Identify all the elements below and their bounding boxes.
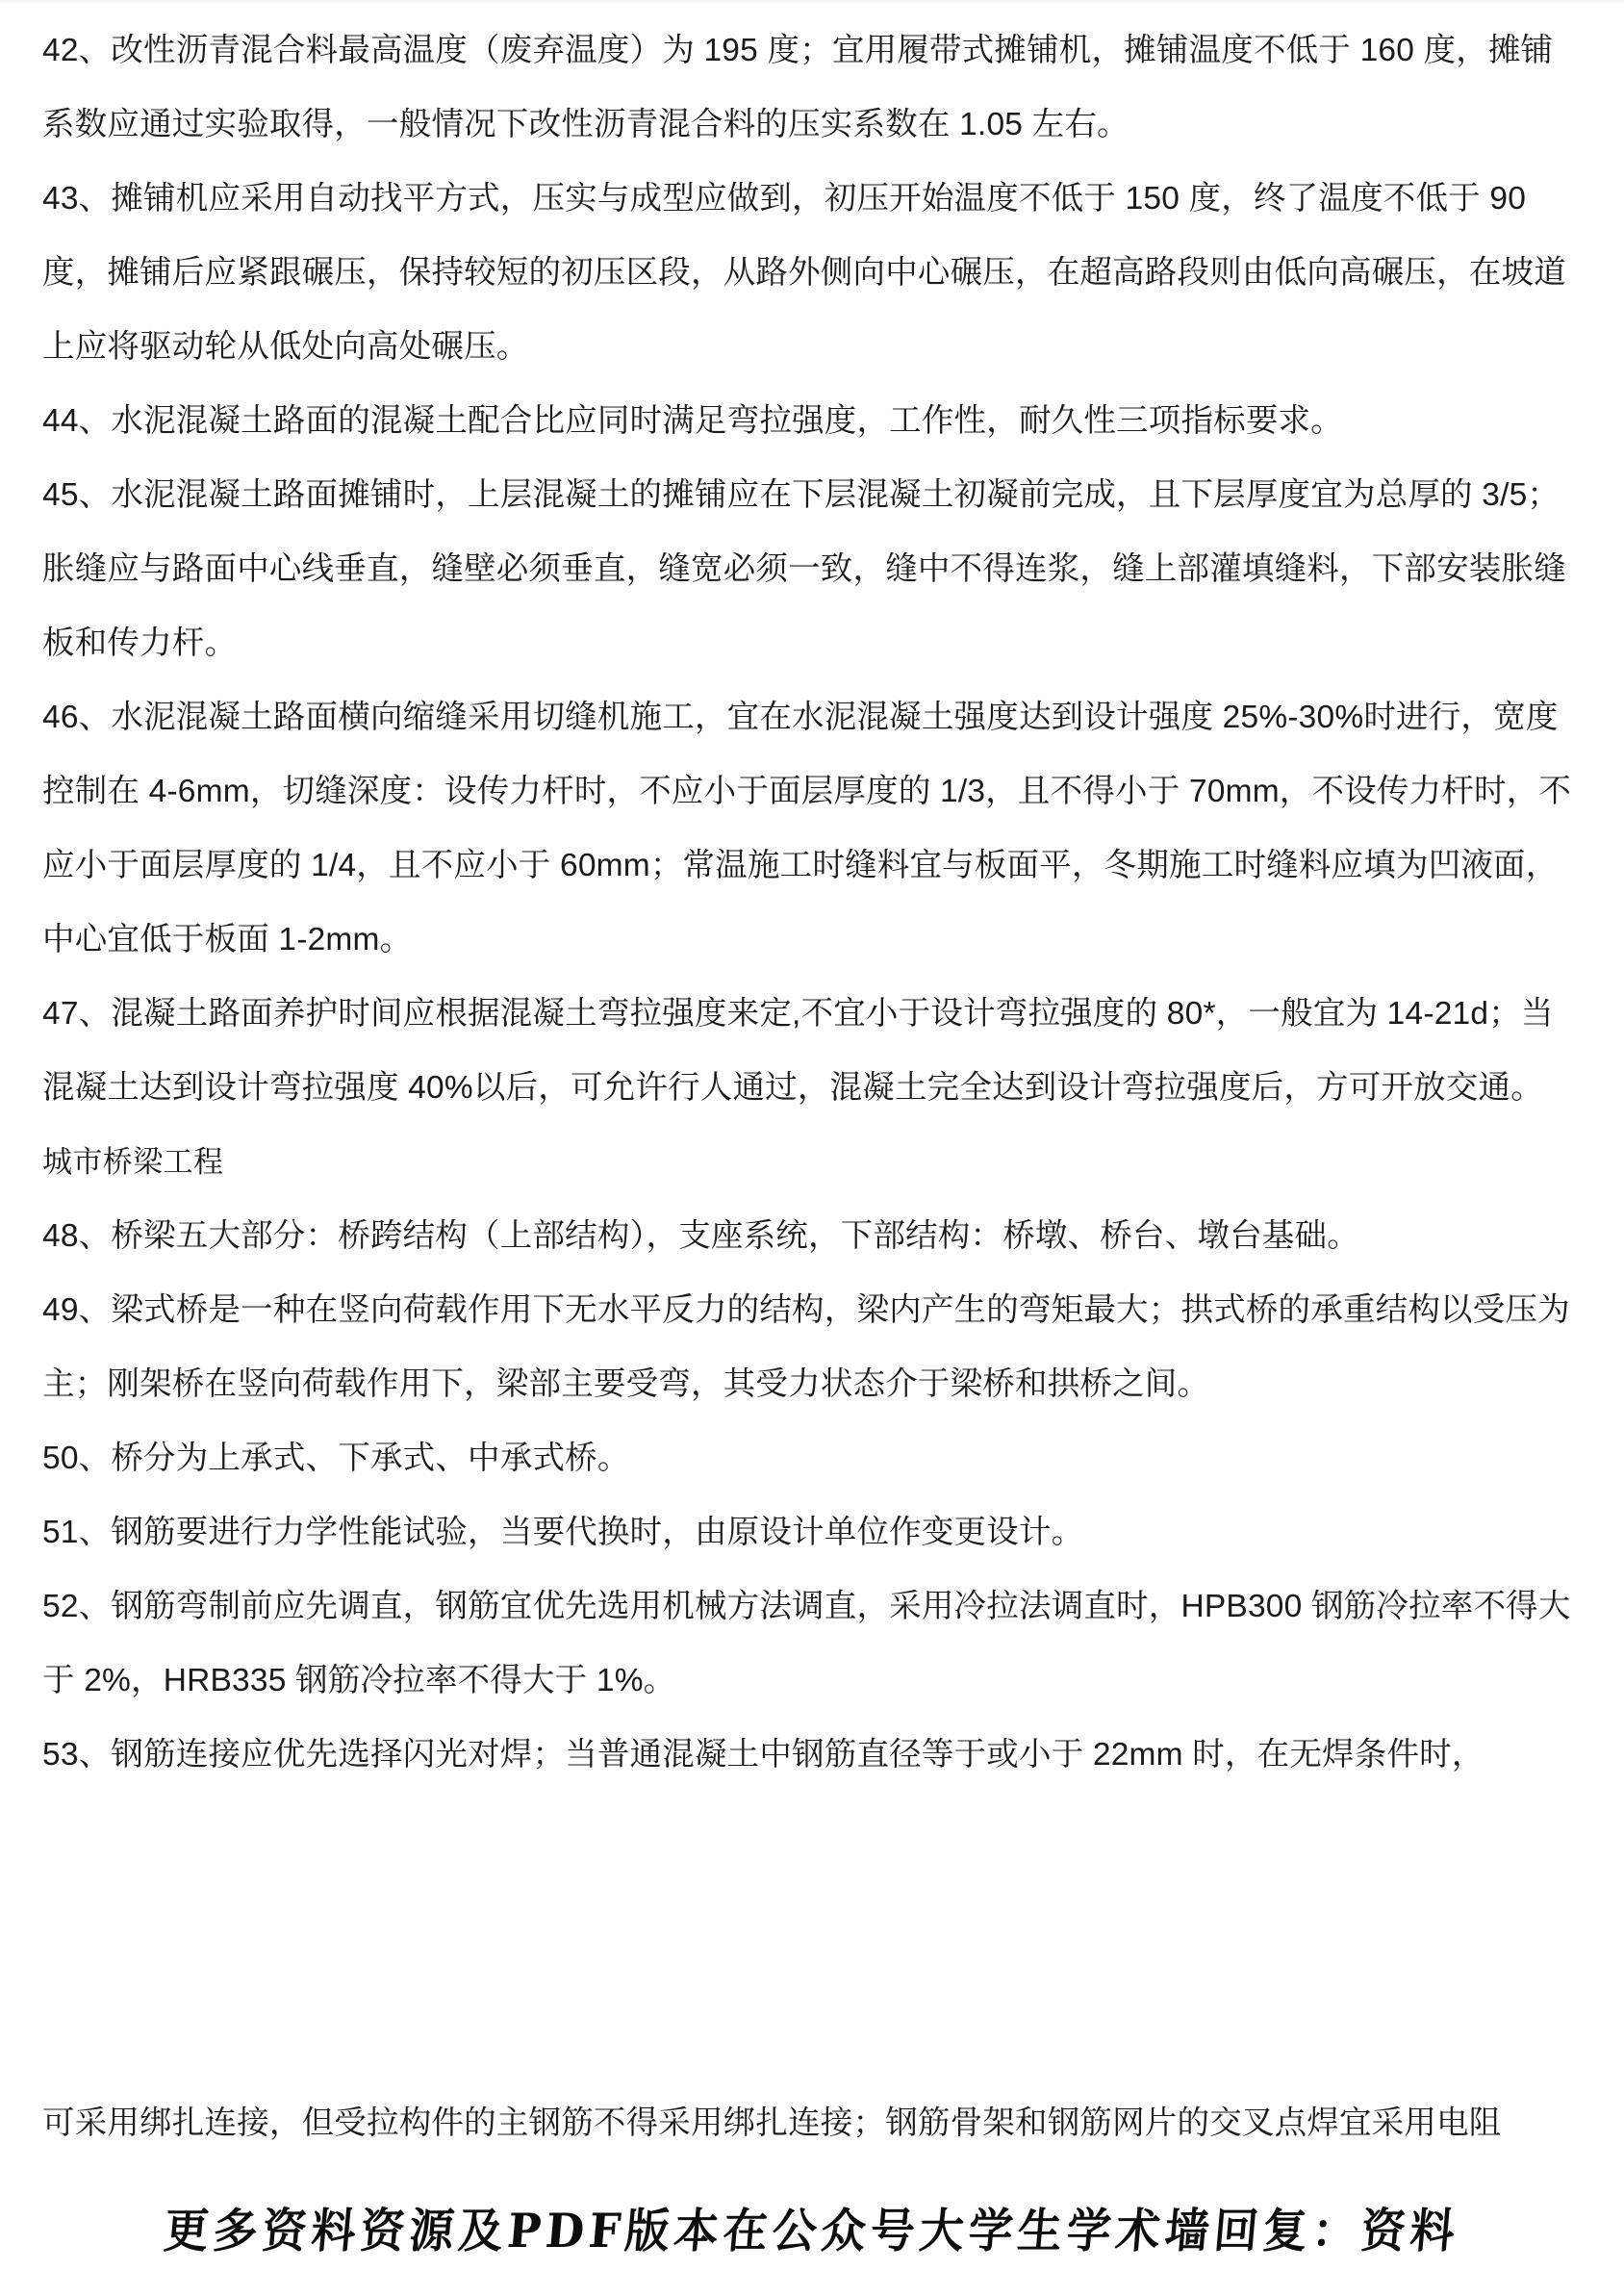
paragraph-44: 44、水泥混凝土路面的混凝土配合比应同时满足弯拉强度，工作性，耐久性三项指标要求。: [42, 403, 1343, 439]
paragraph-43: 43、摊铺机应采用自动找平方式，压实与成型应做到，初压开始温度不低于 150 度，终了温度不低于 90 度，摊铺后应紧跟碾压，保持较短的初压区段，从路外侧向中心碾压，在超高路段则由低向高碾压，在坡道上应将驱动轮从低处向高处碾压。: [42, 181, 1566, 365]
paragraph-53: 53、钢筋连接应优先选择闪光对焊；当普通混凝土中钢筋直径等于或小于 22mm 时，在无焊条件时，: [42, 1737, 1484, 1773]
paragraph-48: 48、桥梁五大部分：桥跨结构（上部结构），支座系统，下部结构：桥墩、桥台、墩台基础。: [42, 1218, 1359, 1254]
paragraph-45: 45、水泥混凝土路面摊铺时，上层混凝土的摊铺应在下层混凝土初凝前完成，且下层厚度宜为总厚的 3/5；胀缝应与路面中心线垂直，缝壁必须垂直，缝宽必须一致，缝中不得连浆，缝上部灌填缝料，下部安装胀缝板和传力杆。: [42, 477, 1566, 661]
paragraph-46: 46、水泥混凝土路面横向缩缝采用切缝机施工，宜在水泥混凝土强度达到设计强度 25%-30%时进行，宽度控制在 4-6mm，切缝深度：设传力杆时，不应小于面层厚度的 1/3，且不得小于 70mm，不设传力杆时，不应小于面层厚度的 1/4，且不应小于 60mm；常温施工时缝料宜与板面平，冬期施工时缝料应填为凹液面，中心宜低于板面 1-2mm。: [42, 700, 1572, 957]
clipped-last-line-container: [42, 2105, 1582, 2159]
paragraph-52: 52、钢筋弯制前应先调直，钢筋宜优先选用机械方法调直，采用冷拉法调直时，HPB300 钢筋冷拉率不得大于 2%，HRB335 钢筋冷拉率不得大于 1%。: [42, 1589, 1571, 1698]
document-body-column: [42, 13, 1582, 2142]
paragraph-51: 51、钢筋要进行力学性能试验，当要代换时，由原设计单位作变更设计。: [42, 1515, 1084, 1550]
footer-promo: [0, 2196, 1624, 2259]
paragraph-49: 49、梁式桥是一种在竖向荷载作用下无水平反力的结构，梁内产生的弯矩最大；拱式桥的承重结构以受压为主；刚架桥在竖向荷载作用下，梁部主要受弯，其受力状态介于梁桥和拱桥之间。: [42, 1292, 1570, 1402]
paragraph-50: 50、桥分为上承式、下承式、中承式桥。: [42, 1441, 630, 1476]
footer-separator: [0, 2180, 1624, 2181]
footer-promo-text: 更多资料资源及PDF版本在公众号大学生学术墙回复：资料: [162, 2203, 1462, 2258]
section-heading-bridge-engineering: 城市桥梁工程: [42, 1145, 224, 1179]
paragraph-47: 47、混凝土路面养护时间应根据混凝土弯拉强度来定,不宜小于设计弯拉强度的 80*，一般宜为 14-21d；当混凝土达到设计弯拉强度 40%以后，可允许行人通过，混凝土完全达到设计弯拉强度后，方可开放交通。: [42, 996, 1554, 1106]
page-top-edge-tint: [0, 0, 1624, 6]
clipped-last-line: 可采用绑扎连接，但受拉构件的主钢筋不得采用绑扎连接；钢筋骨架和钢筋网片的交叉点焊宜采用电阻: [42, 2105, 1502, 2141]
paragraph-42: 42、改性沥青混合料最高温度（废弃温度）为 195 度；宜用履带式摊铺机，摊铺温度不低于 160 度，摊铺系数应通过实验取得，一般情况下改性沥青混合料的压实系数在 1.05 左右。: [42, 33, 1554, 142]
